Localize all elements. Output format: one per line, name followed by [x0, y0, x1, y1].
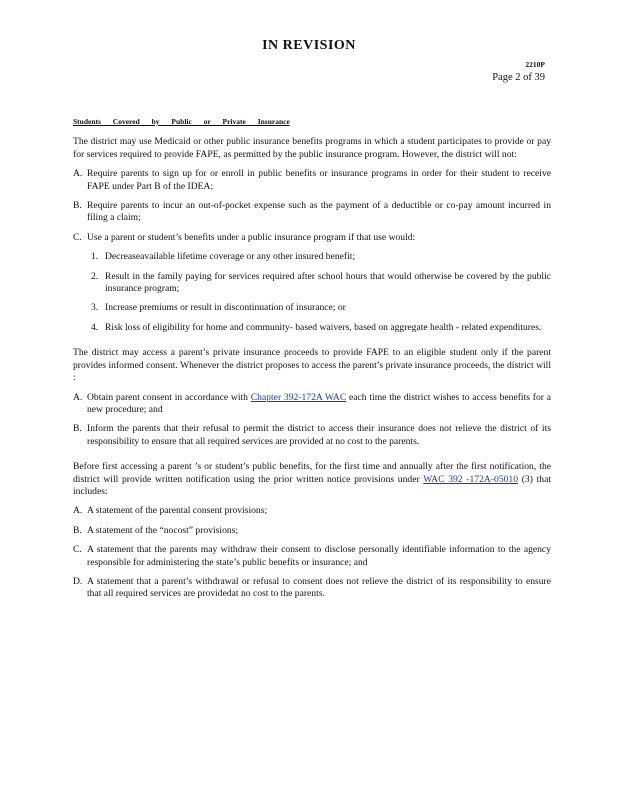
sub-list-item: [91, 322, 551, 334]
list-label: C.: [73, 544, 82, 556]
list-label: A.: [73, 391, 83, 403]
paragraph-text: (3) that includes:: [73, 473, 552, 497]
intro-paragraph: The district may use Medicaid or other public insurance benefits programs in which a student participates to provide or pay for services required to provide FAPE, as permitted by the public insurance program. However, the district will not:: [73, 136, 551, 160]
list-text-part: each time the district wishes to access benefits for a new procedure; and: [87, 391, 551, 415]
list-item: [73, 168, 551, 193]
list-label: A.: [73, 168, 83, 180]
list-text: Inform the parents that their refusal to permit the district to access their insurance does not relieve the district of its responsibility to ensure that all required services are provided at no cost to the parents.: [87, 423, 551, 447]
list-text: A statement that the parents may withdraw their consent to disclose personally identifiable information to the agency responsible for administering the state’s public benefits or insurance; and: [87, 544, 551, 568]
list-text: A statement of the parental consent provisions;: [87, 505, 268, 517]
sub-list-item: [91, 251, 551, 263]
list-text: Require parents to incur an out-of-pocket expense such as the payment of a deductible or co-pay amount incurred in filing a claim;: [87, 200, 551, 224]
sub-list-label: 2.: [91, 270, 99, 282]
list-label: B.: [73, 200, 82, 212]
list-text: A statement of the “nocost” provisions;: [87, 524, 239, 536]
list-label: C.: [73, 231, 82, 243]
list-item: [73, 392, 551, 417]
document-body: [73, 116, 551, 608]
list-item: [73, 576, 551, 601]
sub-list-text: Result in the family paying for services required after school hours that would otherwise be covered by the public insurance program;: [105, 270, 551, 295]
list-text: [87, 392, 551, 417]
list-text-part: Obtain parent consent in accordance with: [87, 391, 251, 403]
list-text: Use a parent or student’s benefits under a public insurance program if that use would:: [87, 231, 416, 243]
sub-list-text: Increase premiums or result in discontinuation of insurance; or: [105, 302, 346, 314]
list-item: [73, 544, 551, 569]
paragraph-text: Before first accessing a parent ’s or student’s public benefits, for the first time and annually after the first notification, the district will provide written notification using the prior written notice provisions under: [73, 461, 551, 485]
list-label: D.: [73, 575, 83, 587]
list-item: [73, 200, 551, 225]
list-text: Require parents to sign up for or enroll in public benefits or insurance programs in order for their student to receive FAPE under Part B of the IDEA;: [87, 168, 551, 192]
sub-list-label: 3.: [91, 302, 99, 314]
list-item: [73, 505, 551, 517]
sub-list-item: [91, 271, 551, 296]
sub-list-label: 1.: [91, 251, 99, 263]
list-label: B.: [73, 423, 82, 435]
sub-list-text: Decreaseavailable lifetime coverage or any other insured benefit;: [105, 251, 356, 263]
list-item: [73, 232, 551, 244]
notification-paragraph: [73, 461, 551, 498]
wac-section-link[interactable]: WAC 392 -172A-05010: [423, 473, 519, 485]
page-indicator: Page 2 of 39: [492, 72, 545, 83]
list-label: A.: [73, 505, 83, 517]
wac-chapter-link[interactable]: Chapter 392-172A WAC: [250, 391, 347, 403]
list-item: [73, 525, 551, 537]
sub-list-text: Risk loss of eligibility for home and community- based waivers, based on aggregate health - related expenditures.: [105, 321, 542, 333]
sub-list-label: 4.: [91, 321, 99, 333]
list-label: B.: [73, 524, 82, 536]
list-item: [73, 423, 551, 448]
private-insurance-paragraph: The district may access a parent’s private insurance proceeds to provide FAPE to an eligible student only if the parent provides informed consent. Whenever the district proposes to access the parent’s private insurance proceeds, the district will :: [73, 347, 551, 384]
list-text: A statement that a parent’s withdrawal or refusal to consent does not relieve the district of its responsibility to ensure that all required services are providedat no cost to the parents.: [87, 575, 551, 600]
section-heading: Students Covered by Public or Private Insurance: [73, 117, 290, 126]
doc-number: 2210P: [525, 60, 545, 69]
revision-title: IN REVISION: [262, 38, 356, 53]
sub-list-item: [91, 302, 551, 314]
